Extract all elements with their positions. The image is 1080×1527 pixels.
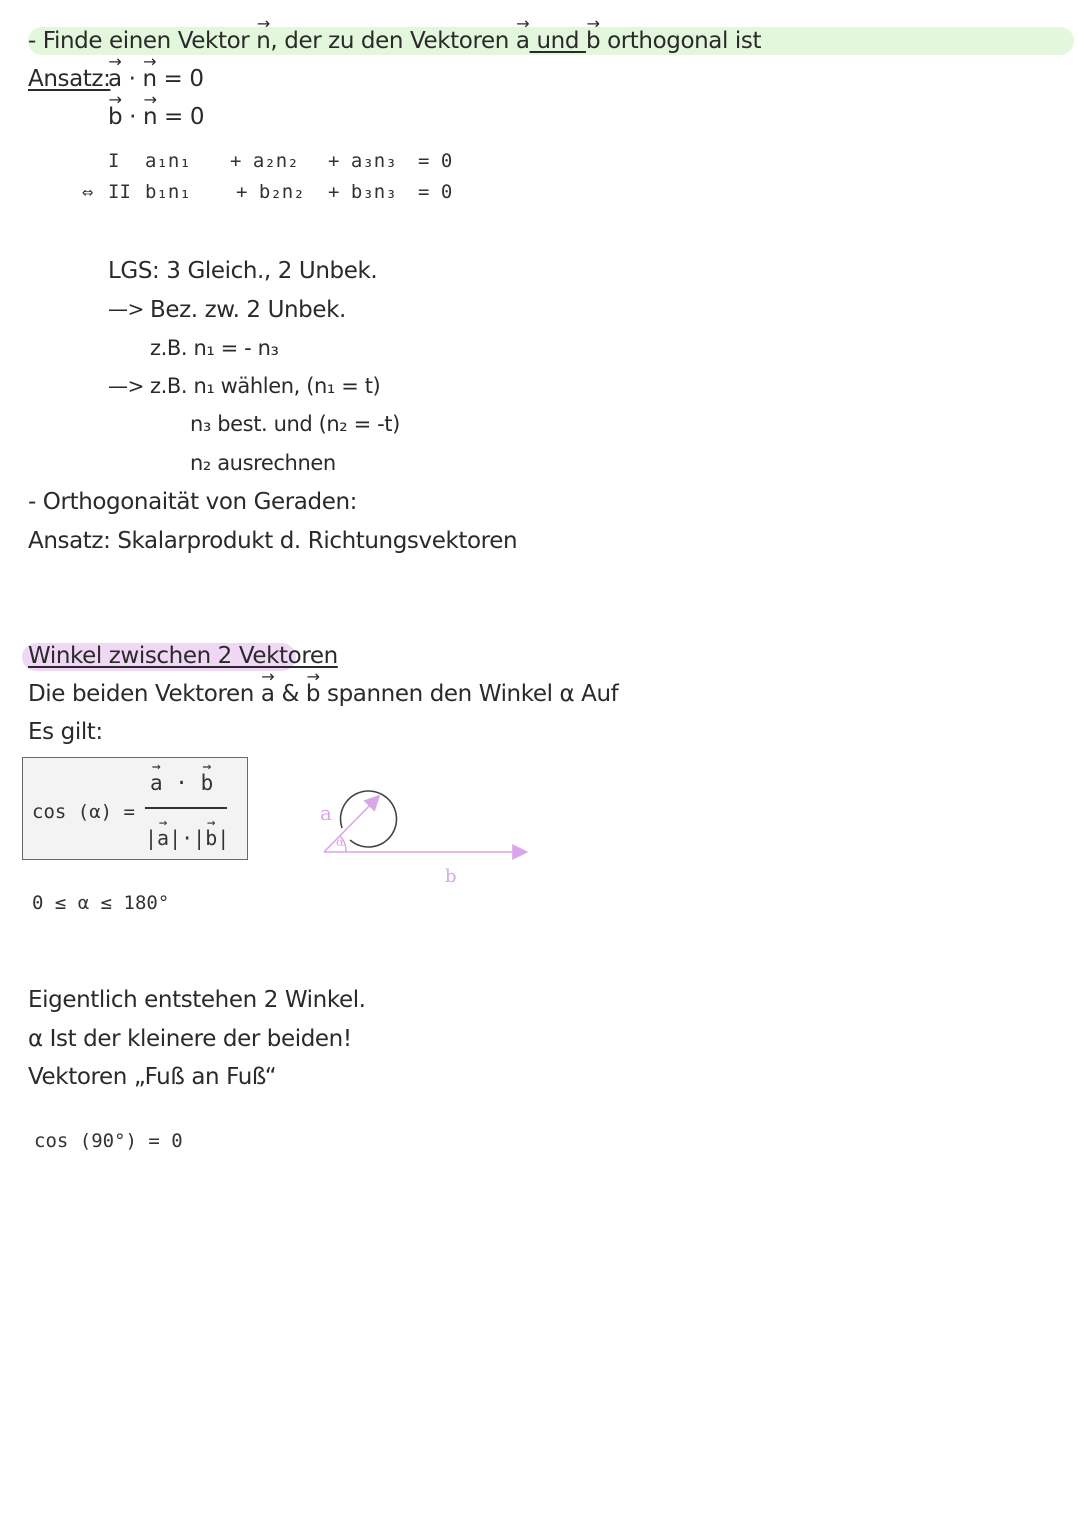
intro-vector-b: → b [306, 681, 320, 707]
system-row1-rhs: = 0 [418, 150, 453, 172]
vector-a-line [324, 797, 378, 852]
zb-line-1: z.B. n₁ = - n₃ [150, 336, 279, 360]
system-row2-term3: + b₃n₃ [328, 181, 397, 203]
eq2-rest: = 0 [157, 104, 205, 130]
note-two-angles: Eigentlich entstehen 2 Winkel. [28, 987, 366, 1013]
sketch-label-a: a [320, 801, 332, 825]
orthogonality-ansatz: Ansatz: Skalarprodukt d. Richtungsvektoren [28, 528, 518, 554]
best-line: n₃ best. und (n₂ = -t) [190, 412, 400, 436]
bez-line: Bez. zw. 2 Unbek. [150, 297, 346, 323]
denominator-abs-b: → |b| [193, 826, 229, 850]
ansatz-label: Ansatz: [28, 66, 111, 92]
ausrechnen-line: n₂ ausrechnen [190, 451, 336, 475]
zb-line-2: z.B. n₁ wählen, (n₁ = t) [150, 374, 381, 398]
denominator-dot: · [181, 826, 194, 850]
system-row2-term1: b₁n₁ [145, 181, 191, 203]
sketch-label-b: b [445, 866, 457, 887]
system-row1-label: I [108, 150, 120, 172]
eq1-vector-n: → n [142, 66, 156, 92]
equation-a-dot-n [108, 66, 204, 92]
equation-b-dot-n [108, 104, 204, 130]
eq2-vector-b: → b [108, 104, 122, 130]
arrow-1: —> [108, 297, 144, 321]
fraction-line [145, 807, 227, 809]
angle-range: 0 ≤ α ≤ 180° [32, 892, 170, 914]
eq2-dot: · [122, 104, 143, 130]
numerator-dot: · [162, 771, 201, 795]
vector-a: → a [516, 28, 530, 54]
heading-text-1: - Finde einen Vektor [28, 28, 257, 54]
equivalence-sign: ⇔ [82, 181, 94, 203]
formula-denominator [145, 826, 229, 850]
system-row1-term3: + a₃n₃ [328, 150, 397, 172]
denominator-abs-a: → |a| [145, 826, 181, 850]
system-row2-term2: + b₂n₂ [236, 181, 305, 203]
heading-und: und [529, 28, 586, 54]
formula-numerator [150, 771, 213, 795]
heading-text-3: orthogonal ist [600, 28, 762, 54]
intro-text-1: Die beiden Vektoren [28, 681, 261, 707]
intro-amp: & [274, 681, 306, 707]
eq1-vector-a: → a [108, 66, 122, 92]
sketch-label-alpha: α [336, 835, 345, 849]
vector-b: → b [586, 28, 600, 54]
eq1-dot: · [121, 66, 143, 92]
system-row1-term1: a₁n₁ [145, 150, 191, 172]
system-row2-label: II [108, 181, 131, 203]
lgs-line: LGS: 3 Gleich., 2 Unbek. [108, 258, 378, 284]
angle-intro [28, 681, 618, 707]
eq1-rest: = 0 [156, 66, 204, 92]
system-row1-term2: + a₂n₂ [230, 150, 299, 172]
orthogonality-lines-heading: - Orthogonaität von Geraden: [28, 489, 357, 515]
cos-90-line: cos (90°) = 0 [34, 1130, 183, 1152]
eq2-vector-n: → n [143, 104, 157, 130]
es-gilt: Es gilt: [28, 719, 103, 745]
heading-text-2: , der zu den Vektoren [270, 28, 516, 54]
cos-lhs: cos (α) = [32, 801, 135, 823]
note-foot-to-foot: Vektoren „Fuß an Fuß“ [28, 1064, 277, 1090]
angle-section-heading: Winkel zwischen 2 Vektoren [28, 643, 338, 669]
angle-sketch [300, 780, 540, 890]
note-smaller-angle: α Ist der kleinere der beiden! [28, 1026, 352, 1052]
orthogonal-vector-heading [28, 28, 761, 54]
outer-angle-arc [341, 791, 397, 847]
intro-vector-a: → a [261, 681, 275, 707]
arrow-2: —> [108, 374, 144, 398]
system-row2-rhs: = 0 [418, 181, 453, 203]
numerator-vector-b: → b [201, 771, 214, 795]
numerator-vector-a: → a [150, 771, 163, 795]
vector-n: → n [256, 28, 270, 54]
intro-text-2: spannen den Winkel α Auf [320, 681, 619, 707]
